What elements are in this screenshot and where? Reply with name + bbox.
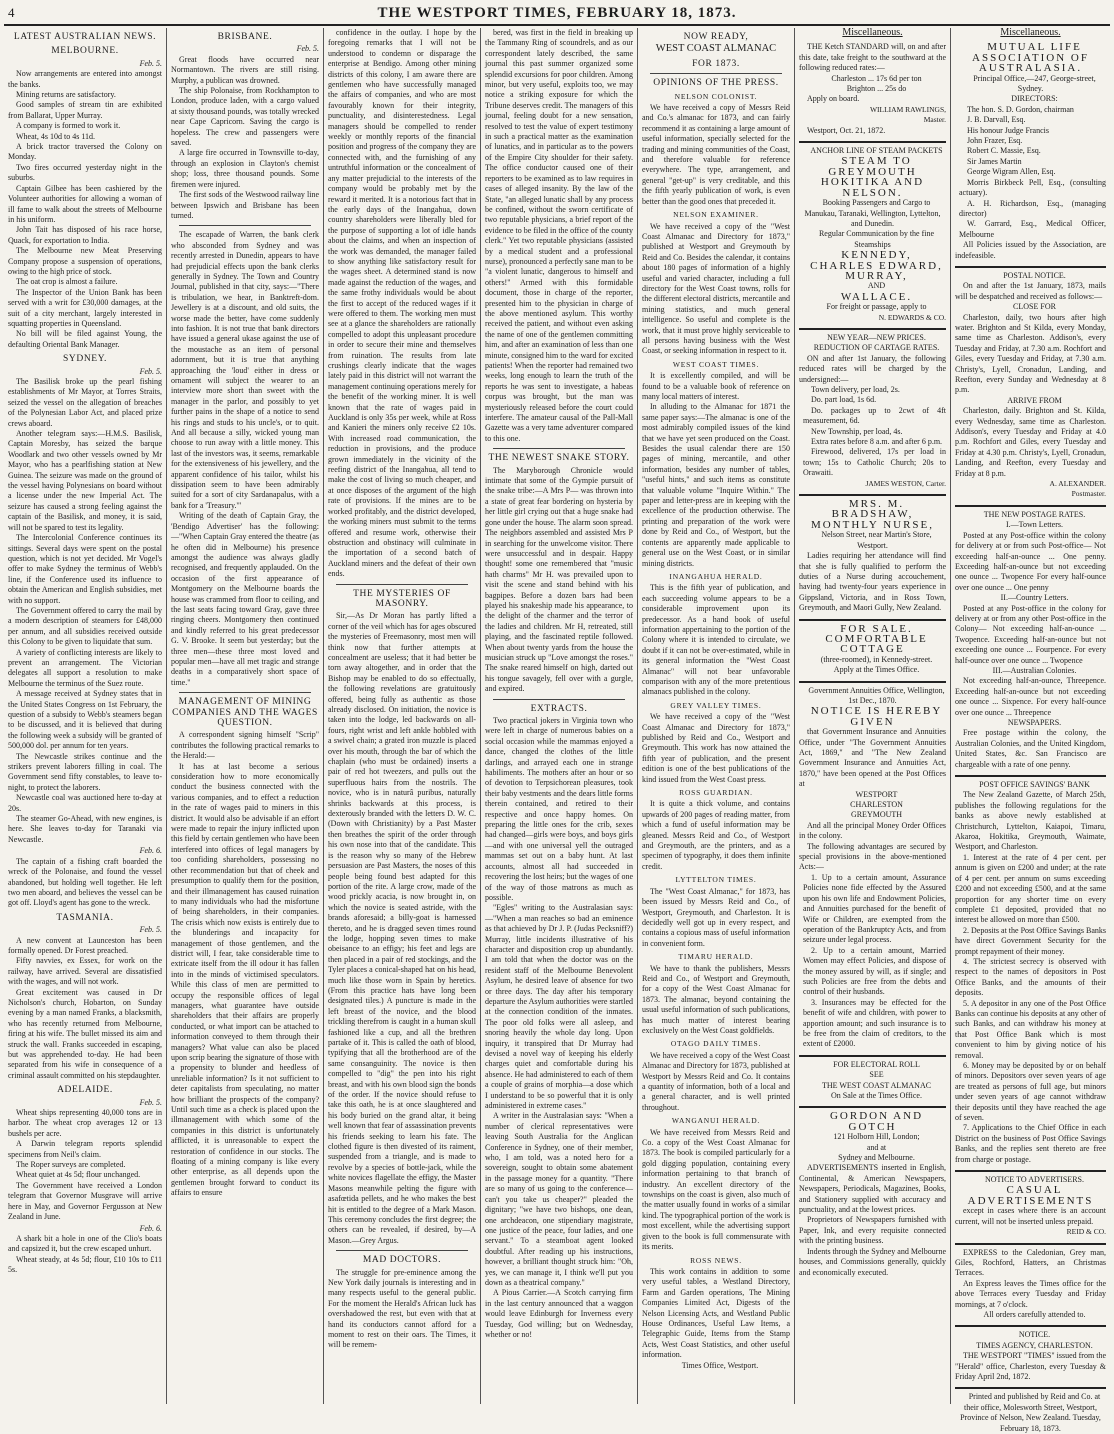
paragraph: The Melbourne new Meat Preserving Company propose a suspension of operations, owing to the high price of stock.	[8, 246, 162, 276]
divider	[493, 448, 625, 449]
rate-line: Charleston ... 17s 6d per ton	[831, 73, 922, 83]
list-item: 2. Up to a certain amount, Married Women may effect Policies, and dispose of the money assured by will, as if single; and such Policies are free from the debts and control of their husbands.	[803, 945, 946, 997]
director-name: John Frazer, Esq.	[967, 136, 1023, 146]
dateline: Feb. 6.	[139, 1223, 162, 1233]
signature: Master.	[923, 115, 946, 125]
list-item: 1. Up to a certain amount, Assurance Policies none fide effected by the Assured upon his own life and Endowment Policies, and Annuities purchased for the benefit of Wife or Children, are exempted from the operation of the Bankruptcy Acts, and from seizure under legal process.	[803, 872, 946, 945]
newspaper-title: THE WESTPORT TIMES, FEBRUARY 18, 1873.	[377, 4, 737, 21]
paragraph: Good samples of stream tin are exhibited from Ballarat, Upper Murray.	[8, 100, 162, 120]
section-heading: LATEST AUSTRALIAN NEWS.	[13, 32, 157, 42]
ad-subheading: I.—Town Letters.	[1006, 520, 1063, 530]
ad-text: Ladies requiring her attendance will find that she is fully qualified to perform the duties of a Nurse during accouchement, having had twenty-four years experience in Gippsland, Victoria, and in Ross Town, Greymouth, and Maori Gully, New Zealand.	[799, 551, 946, 613]
divider	[955, 775, 1106, 777]
paragraph: The Newcastle strikes continue and the strikers prevent laborers filling in coal. The Government send fifty constables, to leave to-night, to protect the laborers.	[8, 751, 162, 792]
signature: N. EDWARDS & CO.	[878, 312, 946, 322]
director-name: W. Garrard, Esq., Medical Officer, Melbourne	[959, 219, 1106, 239]
divider	[799, 1106, 946, 1108]
paragraph: The struggle for pre-eminence among the New York daily journals is interesting and in many respects useful to the general public. For the moment the Herald's African luck has overshadowed the rest, but even with that at hand its conductors cannot afford for a moment to rest on their oars. The Times, it will be remem-	[328, 1267, 476, 1350]
ad-text: On Sale at the Times Office.	[831, 1091, 922, 1100]
ad-text: THE Ketch STANDARD will, on and after this date, take freight to the southward at the following reduced rates:—	[799, 42, 946, 73]
paragraph: Two practical jokers in Virginia town who were left in charge of numerous babies on a social occasion while the mammas enjoyed a dance, changed the clothes of the little darlings, and arrayed each one in strange habiliments. The mothers after an hour or so of devotion to Terpsichorean pleasures, took their baby vestments and the dears little forms therein contained, and retired to their respective and once happy homes. On preparing the little ones for the crib, sexes had changed—girls were boys, and boys girls—and with one universal yell the outraged mammas set out on a baby hunt. At last accounts, almost all had succeeded in recovering the lost heirs; but the wages of one of the way of those matrons as much as possible.	[485, 716, 633, 902]
paragraph: The "West Coast Almanac," for 1873, has been issued by Messrs Reid and Co., of Westport, Greymouth, and Charleston. It is decidedly well got up in every respect, and contains a copious mass of useful information in convenient form.	[642, 886, 790, 948]
ad-heading: STEAM TO GREYMOUTH HOKITIKA AND NELSON.	[820, 155, 925, 199]
paragraph: Mining returns are satisfactory.	[16, 90, 116, 100]
director-name: The hon. S. D. Gordon, chairman	[967, 104, 1074, 114]
paragraph: John Tait has disposed of his race horse, Quack, for exportation to India.	[8, 225, 162, 245]
column-2	[166, 28, 323, 1404]
imprint: Printed and published by Reid and Co. at their office, Molesworth Street, Westport, Province of Nelson, New Zealand. Tuesday, February 18, 1873.	[960, 1392, 1101, 1433]
ship-name: MURRAY,	[845, 269, 908, 282]
ad-heading: CASUAL ADVERTISEMENTS	[967, 1184, 1094, 1207]
paragraph: It is quite a thick volume, and contains upwards of 200 pages of reading matter, from which a fund of useful information may be gleaned. Messrs Reid and Co., of Westport and Greymouth, are the printers, and as a specimen of typography, it does them infinite credit.	[642, 799, 790, 871]
ad-text: SEE	[869, 1070, 884, 1080]
ad-text: And all the principal Money Order Offices in the colony.	[799, 820, 946, 841]
publication-name: INANGAHUA HERALD.	[669, 571, 763, 581]
list-item: 3. Insurances may be effected for the benefit of wife and children, with power to apportion amount; and such insurance is to be free from the claim of creditors, to the extent of £2000.	[803, 997, 946, 1049]
ad-text: except in cases where there is an account current, will not be inserted unless prepaid.	[955, 1206, 1106, 1226]
paragraph: The escapade of Warren, the bank clerk who absconded from Sydney and was recently arrested in Dunedin, appears to have had prejudicial effects upon the bank clerks generally in Sydney. The Town and Country Journal, published in that city, says:—"There is tribulation, we hear, in Banktreft-dom. Jewellery is at a discount, and old suits, the worse made the better, have come suddenly into fashion. It is not true that bank directors have issued a general ukase against the use of the moustache as an item of personal adornment, but it is true that anything approaching the 'loud' either in dress or ornament will subject the wearer to an interview more short than sweet with the manager in the parlor, and possibly to yet further pains in the shape of a notice to send his rings and studs to his uncle's, or to quit. And all because a silly, wicked young man choose to run away with a little money. This last of the investors was, it seems, remarkable for the extensiveness of his jewellery, and the apparent confidence of his tailor, whilst his dissipation seem to have been admirably suited for a sort of city Sardanapalus, with a bank for a 'Treasury.'"	[171, 230, 319, 510]
place-name: CHARLESTON	[850, 800, 903, 810]
paragraph: A correspondent signing himself "Scrip" contributes the following practical remarks to the Herald:—	[171, 730, 319, 761]
article-title: EXTRACTS.	[530, 703, 588, 714]
rate-line: Extra rates before 8 a.m. and after 6 p.m.	[811, 437, 943, 447]
ad-text: Proprietors of Newspapers furnished with Paper, Ink, and every requisite connected with the printing business.	[799, 1215, 946, 1246]
ad-text: 4. The strictest secrecy is observed with respect to the names of depositors in Post Office Banks, and the amounts of their deposits.	[955, 956, 1106, 998]
dateline: Feb. 5.	[296, 44, 319, 54]
ad-text: For freight or passage, apply to	[826, 302, 927, 312]
ad-text: Charleston, daily. Brighton and St. Kilda, every Wednesday, same time as Charleston. Addison's, every Tuesday and Friday at 4.0 p.m. Rochfort and Giles, every Tuesday and Friday at 4.30 p.m. Christy's, Lyell, Cronadun, Landing, and Reefton, every Tuesday and Friday at 8 p.m.	[955, 406, 1106, 478]
divider	[955, 505, 1106, 507]
ad-text: 7. Applications to the Chief Office in each District on the business of Post Office Savings Banks, and the replies sent thereto are free from charge or postage.	[955, 1123, 1106, 1164]
paragraph: The Basilisk broke up the pearl fishing establishments of Mr Mayor, at Torres Straits, seized the vessel on the allegation of breaches of the Polynesian Labor Act, and placed prize crews aboard.	[8, 377, 162, 428]
paragraph: We have received a copy of the "West Coast Almanac and Directory for 1873," published by Reid and Co., Westport and Greymouth. This work has now attained the fifth year of publication, and the present edition is one of the best publications of the kind issued from the West Coast press.	[642, 712, 790, 784]
divider	[179, 225, 311, 226]
publication-name: TIMARU HERALD.	[678, 952, 754, 962]
paragraph: The Maryborough Chronicle would intimate that some of the Gympie pursuit of the snake tribe:—A Mrs P— was thrown into a state of great fear bordering on hysteria by her little girl crying out that a huge snake had gone under the house. The alarm soon spread. The neighbors assembled and assisted Mrs P in searching for the unwelcome visitor. There were unsuccessful and in despair. Happy thought! some one remembered that "music hath charms" Mr H. was prevailed upon to visit the scene and stand behind with his bagpipes. Before a dozen bars had been played his snakeship made his appearance, to the delight of the charmer and the terror of the ladies and children. Mr H, retreated, still playing, and the fascinated reptile followed. When about twenty yards from the house the musician struck up "Love amongst the roses." The snake reared himself on high, darted out his tongue savagely, fell over with a gurgle, and expired.	[485, 465, 633, 694]
signature: WILLIAM RAWLINGS,	[869, 104, 946, 114]
ad-heading: FOR SALE.	[840, 622, 913, 635]
paragraph: Wheat ships representing 40,000 tons are in harbor. The wheat crop averages 12 or 13 bushels per acre.	[8, 1108, 162, 1138]
paragraph: This is the fifth year of publication, and each succeeding volume appears to be a considerable improvement upon its predecessor. As a hand book of useful information appertaining to the portion of the Colony where it is intended to circulate, we doubt if it can not be over-estimated, while in its general information the "West Coast Almanac" will not bear unfavorable comparison with any of the more pretentious almanacs published in the colony.	[642, 583, 790, 697]
divider	[955, 1325, 1106, 1327]
director-name: George Wigram Allen, Esq.	[967, 167, 1056, 177]
ad-text: 6. Money may be deposited by or on behalf of minors. Depositors over seven years of age are treated as persons of full age, but minors under seven years of age cannot withdraw their deposits until they have reached the age of seven.	[955, 1061, 1106, 1123]
place-name: GREYMOUTH	[850, 810, 903, 820]
paragraph: The Inspector of the Union Bank has been served with a writ for £30,000 damages, at the suit of a city merchant, largely interested in squatting properties in Queensland.	[8, 287, 162, 328]
director-name: Robert C. Massie, Esq.	[967, 146, 1041, 156]
ship-name: KENNEDY,	[841, 249, 912, 262]
section-heading: Miscellaneous.	[1000, 27, 1061, 38]
ad-heading: MRS. M. BRADSHAW, MONTHLY NURSE,	[810, 498, 935, 531]
paragraph: Great floods have occurred near Normantown. The rivers are still rising. Murphy, a publican was drowned.	[171, 54, 319, 85]
divider	[799, 141, 946, 143]
ad-text: (three-roomed), in Kennedy-street.	[820, 654, 933, 664]
column-4	[480, 28, 637, 1404]
paragraph: Wheat, 4s 10d to 4s 11d.	[16, 131, 96, 141]
paragraph: The Government offered to carry the mail by a modern description of steamers for £48,000 per annum, and all subsidies received outside this Colony to be given to liquidate that sum.	[8, 605, 162, 647]
paragraph: "Egles" writing to the Australasian says:—"When a man reaches so bad an eminence as that achieved by Dr J. P. (Judas Pecksniff?) Murray, little incidents illustrative of his character and disposition crop up abundantly. I am told that when the doctor was on the resident staff of the Melbourne Benevolent Asylum, he desired leave of absence for two or three days. The day after his temporary departure the Asylum authorities were startled at the connection condition of the inmates. The poor old folks were all asleep, and snoring heavily the whole day long. Upon inquiry, it transpired that Dr Murray had devised a novel way of keeping his elderly charges quiet and comfortable during his absence. He had administered to each of them a couple of grains of morphia—a dose which I understand to be so powerful that it is only administered in extreme cases."	[485, 903, 633, 1111]
paragraph: We have received a copy of the "West Coast Almanac and Directory for 1873," published at Westport and Greymouth by Reid and Co. Besides the calendar, it contains about 180 pages of information of a highly useful and varied character, including a full directory for the West Coast towns, rolls for the different electoral districts, mercantile and mining statistics, and much general intelligence. So useful and complete is the work, that it must prove highly serviceable to all persons having business with the West Coast, or seeking information in respect to it.	[642, 221, 790, 356]
divider	[650, 73, 782, 74]
column-3	[323, 28, 480, 1404]
publication-name: ROSS GUARDIAN.	[679, 788, 753, 798]
ad-text: ON and after 1st January, the following reduced rates will be charged by the undersigned:—	[799, 353, 946, 384]
ad-text: 5. A depositor in any one of the Post Office Banks can continue his deposits at any other of such Banks, and can withdraw his money at that Post Office Bank which is most convenient to him by giving notice of his removal.	[955, 998, 1106, 1060]
rate-line: Do. packages up to 2cwt of 4ft measurement, 6d.	[803, 405, 946, 426]
rate-line: New Township, per load, 4s.	[811, 426, 903, 436]
article-title: MANAGEMENT OF MINING COMPANIES AND THE WAGES QUESTION.	[172, 697, 318, 728]
article-title: BRISBANE.	[217, 32, 273, 42]
ad-heading: ANCHOR LINE OF STEAM PACKETS	[810, 146, 943, 156]
ad-text: ADVERTISEMENTS inserted in English, Continental, & American Newspapers, Newspapers, Periodicals, Magazines, Books, and Stationery supplied with accuracy and punctuality, and at the lowest prices.	[799, 1163, 946, 1215]
paragraph: confidence in the outlay. I hope by the foregoing remarks that I will not be understood to condemn or disparage the enterprise at Bendigo. Among other mining districts of this colony, I am aware there are gentlemen who have successfully managed the affairs of companies, and who are most favourably known for their integrity, punctuality, and disinterestedness. Legal managers should be compelled to render weekly or monthly reports of the financial position and progress of the company they are connected with, and the furnishing of any untruthful information or the concealment of any matter prejudicial to the interests of the company would be probably met by the reward it merited. It is a notorious fact that in the early days of the Inangahua, down country shareholders were liberally bled for the purpose of supporting a lot of idle hands about the claims, and when an inspection of the work was demanded, the manager failed to show anything like satisfactory result for the wages sheet. A determined stand is now made against the reduction of the wages, and the same frothy individuals would be about the first to accept of the reduced wages if it were offered to them. The working men must see at a glance the shareholders are rationally compelled to adopt this unpleasant procedure in order to secure their mine and themselves from ruination. The results from late crushings clearly indicate that the wages lately paid in this district will not warrant the management continuing operations merely for the benefit of the working miner. It is well known that the rate of wages paid in Auckland is only 35s per week, while at Ross and Kanieri the miners only receive £2 10s. With increased road communication, the reduction in provisions, and the produce grown immediately in the vicinity of the reefing district of the Inangahua, all tend to make the cost of living so much cheaper, and at once disposes of the argument of the high rate of provisions. If the mines are to be worked profitably, and the district developed, the working miners must submit to the terms offered and resume work, otherwise their obstruction and obstinacy will culminate in the importation of a second batch of Auckland miners and the defeat of their own ends.	[328, 28, 476, 579]
paragraph: The Government have received a London telegram that Governor Musgrave will arrive here in May, and Governor Fergusson at New Zealand in June.	[8, 1180, 162, 1222]
ad-heading: THE WEST COAST ALMANAC	[821, 1080, 932, 1090]
ad-text: All Policies issued by the Association, are indefeasible.	[955, 240, 1106, 260]
ad-text: and at	[866, 1142, 887, 1152]
ad-text: that Government Insurance and Annuities Office, under "The Government Annuities Act, 1869," and "The New Zealand Government Insurance and Annuities Act, 1870," have been opened at the Post Offices at	[799, 727, 946, 789]
paragraph: This work contains in addition to some very useful tables, a Westland Directory, Farm and Garden operations, The Mining Companies Limited Act, Digests of the Nelson Licensing Acts, and Westland Public House Ordinances, Useful Law Items, a Telegraphic Guide, Items from the Stamp Acts, West Coast Statistics, and other useful information.	[642, 1266, 790, 1360]
rate-line: Do. part load, 1s 6d.	[811, 395, 877, 405]
ad-text: AND	[867, 281, 886, 291]
ad-heading: MUTUAL LIFE ASSOCIATION OF AUSTRALASIA.	[972, 41, 1089, 75]
paragraph: Wheat quiet at 4s 5d; flour unchanged.	[16, 1170, 141, 1180]
paragraph: It is excellently compiled, and will be found to be a valuable book of reference on many local matters of interest.	[642, 371, 790, 401]
signature: JAMES WESTON, Carter.	[865, 478, 946, 488]
paragraph: It has at last become a serious consideration how to more economically conduct the business connected with the various companies, and to effect a reduction in the rate of wages paid to miners in this district. It would also be advisable if an effort were made to repair the injury inflicted upon this field by certain gentlemen who have been interfered into offices of legal managers by too confiding shareholders, possessing no other recommendation but that of cheek and presumption to qualify them for the position, and their illmanagement has caused ruination to many individuals who had the misfortune of being shareholders, in their companies. The crisis which now exists is entirely due to the blunderings and incapacity for management of those gentlemen, and the district will, I fear, take considerable time to extricate itself from the ill odour it has fallen into in the minds of victimised speculators. While this class of men are permitted to occupy the responsible offices of legal managers, what guarantee have outside shareholders that their affairs are properly conducted, or what import can be attached to information conveyed to them through their managers? What value can also be placed upon scrip bearing the signature of those with a propensity to blunder and heedless of unreliable information? Is it not sufficient to deter capitalists from speculating, no matter how brilliant the prospects of the company? Until such time as a check is placed upon the illmanagement with which some of the companies in this district is unfortunately afflicted, it is unreasonable to expect the restoration of confidence in our stocks. The floating of a mining company is like every other enterprise, as all depends upon the gentlemen brought forward to conduct its affairs to ensure	[171, 761, 319, 1198]
dateline: Feb. 5.	[139, 366, 162, 376]
divider	[955, 1243, 1106, 1245]
signature: A. ALEXANDER.	[1049, 479, 1106, 489]
divider	[955, 1170, 1106, 1172]
paragraph: Another telegram says:—H.M.S. Basilisk, Captain Moresby, has seized the barque Woodlark and two other vessels owned by Mr Mayor, who has a pearlfishing station at New Guinea. The seizure was made on the ground of the vessel having Polynesians on board without a license under the new Imperial Act. The seizure has caused a strong feeling against the captain of the Basilisk, and money, it is said, will not be spared to test its legality.	[8, 429, 162, 532]
divider	[493, 699, 625, 700]
masthead	[4, 2, 1110, 26]
dateline: Feb. 5.	[139, 58, 162, 68]
ad-heading: COMFORTABLE COTTAGE	[825, 632, 928, 656]
ad-text: Apply at the Times Office.	[833, 665, 920, 675]
ad-subheading: ARRIVE FROM	[1007, 395, 1062, 405]
paragraph: A variety of conflicting interests are likely to prevent an arrangement. The Victorian delegates all support a resolution to make Melbourne the terminus of the Suez route.	[8, 647, 162, 688]
paragraph: Two fires occurred yesterday night in the suburbs.	[8, 162, 162, 183]
ad-text: Nelson Street, near Martin's Store, Westport.	[821, 530, 932, 550]
ad-subheading: III.—Australian Colonies.	[992, 665, 1077, 675]
ad-text: Government Annuities Office, Wellington, 1st Dec., 1870.	[808, 685, 945, 705]
column-5	[637, 28, 794, 1404]
ad-heading: POST OFFICE SAVINGS' BANK	[979, 780, 1090, 790]
ad-heading: REDUCTION OF CARTAGE RATES.	[813, 343, 940, 353]
paragraph: In alluding to the Almanac for 1871 the same paper says:—The almanac is one of the most admirably compiled issues of the kind that we have yet seen produced on the Coast. Besides the usual calendar there are 150 pages of mining, mercantile, and other information, besides any number of tables, "useful hints," and such items as constitute that valuable volume "Inquire Within." The paper and letter-press are in keeping with the excellence of the production otherwise. The printing and preparation of the work were done by Reid and Co., of Westport, but the contents are apparently made applicable to general use on the West Coast, or in similar mining districts.	[642, 402, 790, 568]
paragraph: The Intercolonial Conference continues its sittings. Several days were spent on the postal question, which is not yet decided. Mr Vogel's offer to make Sydney the terminus of Webb's line, if the Conference used its influence to obtain the American and English subsidies, met with no support.	[8, 533, 162, 605]
signature: Postmaster.	[1071, 489, 1106, 499]
divider	[336, 584, 468, 585]
ad-heading: FOR ELECTORAL ROLL	[833, 1059, 920, 1069]
paragraph: A shark bit a hole in one of the Clio's boats and capsized it, but the crew escaped unhurt.	[8, 1233, 162, 1254]
ad-heading: FOR 1873.	[692, 58, 740, 69]
signature: REID & CO.	[1066, 1227, 1106, 1237]
ship-name: WALLACE.	[840, 290, 913, 303]
ad-text: Booking Passengers and Cargo to Manukau, Taranaki, Wellington, Lyttelton, and Dunedin.	[804, 198, 941, 228]
section-heading: Miscellaneous.	[842, 27, 903, 38]
paragraph: We have received from Messrs Reid and Co. a copy of the West Coast Almanac for 1873. The book is compiled particularly for a gold digging population, containing every information pertaining to that branch of industry. An excellent directory of the townships on the coast is given, also much of the matter usually found in works of a similar kind. The typographical portion of the work is most excellent, while the advertising support given to the book is full commensurate with its merits.	[642, 1127, 790, 1252]
ad-subheading: NEWSPAPERS.	[1007, 718, 1062, 727]
ad-text: Sydney and Melbourne.	[838, 1153, 915, 1163]
place-name: WESTPORT	[855, 789, 898, 799]
ad-text: 2. Deposits at the Post Office Savings Banks have direct Government Security for the prompt repayment of their money.	[955, 925, 1106, 956]
director-name: A. H. Richardson, Esq., (managing director)	[959, 198, 1106, 218]
paragraph: A company is formed to work it.	[16, 121, 121, 131]
ad-text: An Express leaves the Times office for the above Terraces every Tuesday and Friday mornings, at 7 o'clock.	[955, 1278, 1106, 1309]
paragraph: Now arrangements are entered into amongst the banks.	[8, 69, 162, 89]
paragraph: Writing of the death of Captain Gray, the 'Bendigo Advertiser' has the following:—"When Captain Gray entered the theatre (as he often did in Melbourne) his presence amongst the audience was always gladly recognised, and frequently applauded. On the occasion of the first appearance of Montgomery on the Melbourne boards the house was crammed from floor to ceiling, and the last seats facing toward Gray, gave three ringing cheers. Montgomery then continued and kindly referred to his great predecessor G. V. Brooke. It seem but yesterday; but the three men—these three most loved and popular men—have all met tragic and strange deaths in a comparatively short space of time."	[171, 511, 319, 687]
ad-heading: WEST COAST ALMANAC	[655, 43, 777, 55]
ad-subheading: II.—Country Letters.	[1000, 593, 1069, 603]
article-title: MELBOURNE.	[51, 46, 119, 57]
divider	[179, 692, 311, 693]
ad-text: All orders carefully attended to.	[983, 1309, 1086, 1319]
publication-name: OTAGO DAILY TIMES.	[670, 1039, 762, 1049]
paragraph: We have received a copy of Messrs Reid and Co.'s almanac for 1873, and can fairly recommend it as containing a large amount of useful information, specially selected for the trading and mining communities of the Coast, and therefore valuable for reference everywhere. The type, arrangement, and general "get-up" is very creditable, and this the fifth yearly publication of work, is even better than the good ones that preceded it.	[642, 103, 790, 206]
paragraph: bered, was first in the field in breaking up the Tammany Ring of scoundrels, and as our correspondent lately described, the same journal this past summer organized some splendid excursions for poor children. Among minor, but very useful, exploits too, we may notice a striking exposure for which the Tribune deserves credit. The managers of this journal, feeling doubt for a new sensation, resolved to test the value of expert testimony in such a practical matter as the examination of lunatics, and in particular as to the powers of the Empire City shoulder for their safety. The office conductor caused one of their reporters to be examined as to law requires in cases of alleged insanity. By the law of the State, "an alleged lunatic shall by any process be confined, without the sworn certificate of two reputable physicians, a brief report of the evidence to be filed in the office of the county clerk." Yet two reputable physicians (assisted by a medical student and a professional nurse), pronounced a perfectly sane man to be "a violent lunatic, dangerous to himself and others!" Armed with this formidable document, those in charge of the reporter, presented him to the physician in charge of the above mentioned asylum. This worthy received the patient, and without even asking the name of one of the gentlemen committing him, and after an examination of less than one minute, consigned him to the ward for excited patients! When the reporter had remained two weeks, long enough to learn the truth of the reports he was sent to investigate, a habeas corpus was brought, but the man was mysteriously released before the court could interfere. The amateur causal of the Pall-Mall Gazette was a very tame adventurer compared to this one.	[485, 28, 633, 443]
paragraph: Captain Gilbee has been cashiered by the Volunteer authorities for allowing a woman of ill fame to walk about the streets of Melbourne in his uniform.	[8, 183, 162, 224]
paragraph: The ship Polonaise, from Rockhampton to London, produce laden, with a cargo valued at sixty thousand pounds, was totally wrecked near Cape Capricorn. Saving the cargo is hopeless. The crew and passengers were saved.	[171, 86, 319, 148]
paragraph: A large fire occurred in Townsville to-day, through an explosion in Clayton's chemist shop; loss, three thousand pounds. Some firemen were injured.	[171, 148, 319, 189]
article-title: THE NEWEST SNAKE STORY.	[488, 453, 630, 464]
divider	[336, 1250, 468, 1251]
paragraph: We have received a copy of the West Coast Almanac and Directory for 1873, published at Westport by Messrs Reid and Co. It contains a quantity of information, both of a local and a general character, and is well printed throughout.	[642, 1050, 790, 1112]
ad-heading: NOTICE TO ADVERTISERS.	[984, 1175, 1084, 1185]
ad-heading: NOTICE.	[1018, 1330, 1051, 1340]
paragraph: The first sods of the Westwood railway line between Ipswich and Brisbane has been turned.	[171, 190, 319, 220]
paragraph: The captain of a fishing craft boarded the wreck of the Polonaise, and found the vessel abandoned, but holding well together. He left two men aboard, and believes the vessel can be got off. Lloyd's agent has gone to the wreck.	[8, 856, 162, 908]
paragraph: A Pious Carrier.—A Scotch carrying firm in the last century announced that a waggon would leave Edinburgh for Inverness every Tuesday, God willing; but on Wednesday, whether or no!	[485, 1288, 633, 1339]
divider	[799, 328, 946, 330]
column-7	[950, 27, 1110, 1433]
publication-name: NELSON EXAMINER.	[673, 210, 759, 220]
ad-heading: POSTAL NOTICE.	[1003, 270, 1066, 280]
ad-text: 1. Interest at the rate of 4 per cent. per annum is given on £200 and under; at the rate of 4 per cent. per annum on sums exceeding £200 and not exceeding £500, and at the same proportion for any shorter time on every complete £1 deposited, provided that no interest be allowed on more than £500.	[955, 852, 1106, 925]
paragraph: A message received at Sydney states that in the United States Congress on 1st February, the question of a subsidy to Webb's steamers began to be discussed, and it is believed that during the following week a subsidy will be granted of 500,000 dol. per annum for ten years.	[8, 689, 162, 751]
ad-text: The New Zealand Gazette, of March 25th, publishes the following regulations for the banks as above newly established at Christchurch, Lyttelton, Kaiapoi, Timaru, Akaroa, Hokitika, Greymouth, Waimate, Westport, and Charleston.	[955, 790, 1106, 852]
column-6	[794, 28, 950, 1404]
article-title: ADELAIDE.	[57, 1085, 113, 1096]
paragraph: Fifty navvies, ex Essex, for work on the railway, have arrived. Several are dissatisfied with the wages, and will not work.	[8, 956, 162, 987]
page-number: 4	[8, 5, 15, 20]
director-name: His honour Judge Francis	[967, 125, 1049, 135]
dateline: Feb. 6.	[139, 846, 162, 856]
ad-heading: NEW YEAR—NEW PRICES.	[827, 332, 926, 342]
rate-line: Brighton ... 25s do	[846, 84, 907, 94]
paragraph: The Roper surveys are completed.	[16, 1160, 126, 1170]
paragraph: Great excitement was caused in Dr Nicholson's church, Hobarton, on Sunday evening by a man named Franks, a blacksmith, who has recently returned from Melbourne, firing at his wife. The bullet missed its aim and struck the wall. Franks succeeded in escaping, but was apprehended to-day. He had been separated from his wife in consequence of a criminal assault committed on his stepdaughter.	[8, 987, 162, 1080]
paragraph: A new convent at Launceston has been formally opened. Dr Forest preached.	[8, 935, 162, 955]
director-name: J. B. Darvall, Esq.	[967, 115, 1026, 125]
paragraph: We have to thank the publishers, Messrs Reid and Co., of Westport and Greymouth, for a copy of the West Coast Almanac for 1873. The almanac, beyond containing the usual useful information of such publications, has much matter of interest bearing exclusively on the West Coast goldfields.	[642, 963, 790, 1035]
ad-text: The following advantages are secured by special provisions in the above-mentioned Acts:—	[799, 841, 946, 872]
divider	[799, 619, 946, 621]
paragraph: Wheat steady, at 4s 5d; flour, £10 10s to £11 5s.	[8, 1254, 162, 1275]
ad-heading: TIMES AGENCY, CHARLESTON.	[976, 1340, 1093, 1350]
paragraph: The oat crop is almost a failure.	[16, 277, 118, 287]
ad-heading: THE NEW POSTAGE RATES.	[983, 509, 1086, 519]
ad-text: On and after the 1st January, 1873, mails will be despatched and received as follows:—	[955, 281, 1106, 301]
dateline: Feb. 5.	[139, 1097, 162, 1107]
paragraph: No bill will be filed against Young, the defaulting Oriental Bank Manager.	[8, 329, 162, 349]
director-name: Morris Birkbeck Pell, Esq., (consulting actuary).	[959, 177, 1106, 198]
office-signature: Times Office, Westport.	[681, 1360, 759, 1370]
publication-name: GREY VALLEY TIMES.	[670, 700, 762, 710]
article-title: TASMANIA.	[56, 912, 114, 923]
article-title: THE MYSTERIES OF MASONRY.	[353, 588, 451, 609]
ad-text: Not exceeding half-an-ounce, Threepence. Exceeding half-an-ounce but not exceeding one ounce ... Sixpence. For every half-ounce over one ounce ... Threepence	[955, 676, 1106, 717]
ad-text: EXPRESS to the Caledonian, Grey man, Giles, Rochford, Hatters, an Christmas Terraces.	[955, 1247, 1106, 1278]
article-title: MAD DOCTORS.	[362, 1255, 442, 1266]
publication-name: WEST COAST TIMES.	[672, 359, 760, 369]
ad-heading: GORDON AND GOTCH	[829, 1110, 924, 1133]
column-1	[4, 28, 166, 1404]
ad-text: Posted at any Post-office in the colony for delivery at or from any other Post-office in the Colony— Not exceeding half-an-ounce ... Twopence. Exceeding half-an-ounce but not exceeding one ounce ... Fourpence. For every half-ounce over one ounce ... Twopence	[955, 603, 1106, 665]
publication-name: LYTTELTON TIMES.	[675, 875, 757, 885]
ad-text: Free postage within the colony, the Australian Colonies, and the United Kingdom, United States, &c. San Francisco are chargeable with a rate of one penny.	[955, 728, 1106, 769]
publication-name: WANGANUI HERALD.	[671, 1116, 761, 1126]
ad-text: Apply on board.	[807, 94, 860, 104]
director-name: Sir James Martin	[967, 156, 1022, 166]
paragraph: Sir,—As Dr Moran has partly lifted a corner of the veil which has for ages obscured the mysteries of Freemasonry, most men will think now that further attempts at concealment are useless; that it had better be torn away altogether, and in order that the Bishop may be enabled to do so effectually, the following revelations are gratuitously offered, being fully as authentic as those already disclosed. On initiation, the novice is taken into the lodge, led backwards on all-fours, right wrist and left ankle hobbled with a swivel chain; a grated iron muzzle is placed over his mouth, through the bar of which the chaplain (who must be ordained) inserts a pair of red hot tweezers, and pulls out the superfluous hairs from the nostrils. The novice, who is in naturâ puribus, naturally shrinks backwards at this process, is dexterously branded with the letters D. W. C. (Down with Christianity) by a Past Master then breathes the spirit of the order through his own nose into that of the candidate. This is the reason why so many of the Hebrew persuasion are Past Masters, the noses of this people being found best adapted for this portion of the rite. A large crow, made of the wood prickly acacia, is now brought in, on which the novice is seated astride, with the brands aforesaid; a billy-goat is harnessed thereto, and he is dragged seven times round the lodge, hopping seven times to make obeisance to an effigy; his feet and legs are then placed in a pair of red stockings, and the Tyler places a conical-shaped hat on his head, much like those worn in Spain by heretics. (From this practice hats have long been designated tiles.) A puncture is made in the left breast of the novice, and the blood trickling therefrom is caught in a human skull fashioned like a cup, and all the brethren partake of it. This is called the oath of blood, typifying that all the brotherhood are of the same consanguinity. The novice is then compelled to "dig" the pen into his right breast, and with his own blood sign the bonds of the order. If the novice should refuse to take this oath, he is at once slaughtered and his body buried on the grand altar, it being well known that fear of assassination prevents his friends seeking to learn his fate. The clothed figure is then divested of its raiment, suspended from a triangle, and is made to revolve by a species of bottle-jack, while the white novices flagellate the effigy, the Master Masons meanwhile pelting the figure with asafœtida pellets, and he who makes the best hit is entitled to the degree of a Mark Mason. This ceremony concludes the first degree; the others can be revealed, if desired, by—A Mason.—Grey Argus.	[328, 611, 476, 1245]
ad-subheading: CLOSE FOR	[1013, 302, 1056, 312]
divider	[799, 1055, 946, 1057]
ad-text: Principal Office,—247, George-street, Sydney.	[973, 73, 1096, 94]
paragraph: Newcastle coal was auctioned here to-day at 20s.	[8, 793, 162, 813]
paragraph: A brick tractor traversed the Colony on Monday.	[8, 142, 162, 162]
publication-name: ROSS NEWS.	[690, 1255, 742, 1265]
divider	[799, 681, 946, 683]
ad-text: Indents through the Sydney and Melbourne houses, and Commissions generally, quickly and economically executed.	[799, 1246, 946, 1277]
ad-text: DIRECTORS:	[1011, 94, 1058, 104]
paragraph: A Darwin telegram reports splendid specimens from Neil's claim.	[8, 1139, 162, 1159]
article-title: SYDNEY.	[63, 354, 107, 365]
paragraph: A writer in the Australasian says: "When a number of clerical representatives were leaving South Australia for the Anglican Conference in Sydney, one of their member, who, I am told, was a noted hero for a sovereign, sought to obtain some abatement in the passage money for a quantity. "There are so many of us going to the conference—can't you take us cheaper?" pleaded the dignitary; "we have two bishops, one dean, one archdeacon, one stipendiary magistrate, one justice of the peace, four ladies, and one servant." To a steamboat agent looked doubtful. After reading up his instructions, however, a brilliant thought struck him: "Oh, yes, we can manage it, I think we'll put you down as a theatrical company."	[485, 1111, 633, 1287]
article-title: OPINIONS OF THE PRESS.	[653, 78, 779, 89]
paragraph: The steamer Go-Ahead, with new engines, is here. She leaves to-day for Taranaki via Newcastle.	[8, 814, 162, 844]
ad-heading: NOW READY,	[683, 32, 749, 42]
divider	[799, 494, 946, 496]
publication-name: NELSON COLONIST.	[674, 91, 758, 101]
ad-text: Posted at any Post-office within the colony for delivery at or from such Post-office— Not exceeding half-an-ounce ... One penny. Exceeding half-an-ounce but not exceeding one ounce ... Twopence For every half-ounce over one ounce ... One penny	[955, 530, 1106, 592]
divider	[955, 1387, 1106, 1389]
ad-text: THE WESTPORT "TIMES" issued from the "Herald" office, Charleston, every Tuesday & Friday April 2nd, 1872.	[955, 1351, 1106, 1381]
ship-name: CHARLES EDWARD,	[810, 259, 943, 272]
divider	[955, 266, 1106, 268]
rate-line: Town delivery, per load, 2s.	[811, 385, 900, 394]
ad-heading: NOTICE IS HEREBY GIVEN	[810, 705, 943, 728]
rate-line: Firewood, delivered, 17s per load in town; 15s to Catholic Church; 20s to Orawaiti.	[803, 447, 946, 478]
dateline: Feb. 5.	[139, 925, 162, 935]
ad-text: Charleston, daily, two hours after high water. Brighton and St Kilda, every Monday, same time as Charleston. Addison's, every Tuesday and Friday, at 7.30 a.m. Rochfort and Giles, every Tuesday and Friday, at 7.30 a.m. Christy's, Lyell, Cronadun, Landing, and Reefton, every Sunday and Wednesday at 8 p.m.	[955, 312, 1106, 395]
ad-text: Regular Communication by the fine Steamships	[818, 229, 935, 249]
ad-text: Westport, Oct. 21, 1872.	[807, 125, 886, 135]
ad-text: 121 Holborn Hill, London;	[833, 1132, 920, 1142]
